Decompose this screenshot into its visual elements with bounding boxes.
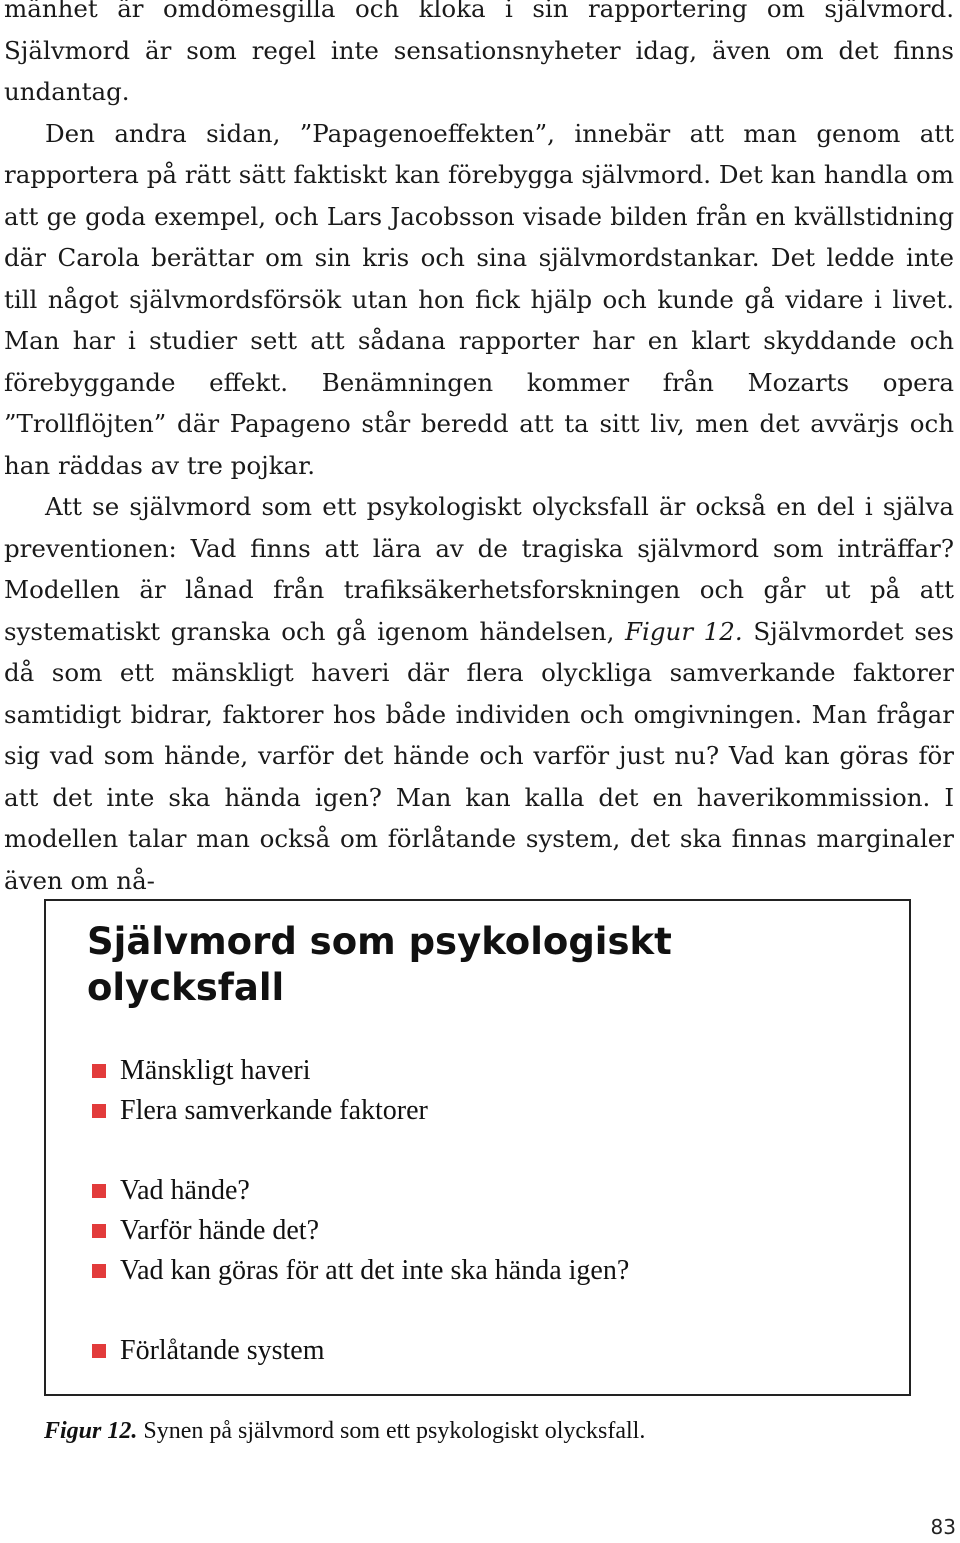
- figure-caption: [44, 1418, 645, 1445]
- figure-reference: Figur 12.: [625, 616, 743, 646]
- bullet-text: Vad hände?: [120, 1175, 250, 1206]
- paragraph-2: Den andra sidan, ”Papagenoeffekten”, innebär att man genom att rapportera på rätt sätt faktiskt kan förebygga självmord. Det kan handla om att ge goda exempel, och Lars Jacobsson visade bilden från en kvällstidning där Carola berättar om sin kris och sina självmordstankar. Det ledde inte till något självmordsförsök utan hon fick hjälp och kunde gå vidare i livet. Man har i studier sett att sådana rapporter har en klart skyddande och förebyggande effekt. Benämningen kommer från Mozarts opera ”Trollflöjten” där Papageno står beredd att ta sitt liv, men det avvärjs och han räddas av tre pojkar.: [4, 118, 954, 480]
- bullet-text: Vad kan göras för att det inte ska hända igen?: [120, 1255, 630, 1286]
- paragraph-3-part-1: Att se självmord som ett psykologiskt olycksfall är också en del i själva preventionen: Vad finns att lära av de tragiska självmord som inträffar? Modellen är lånad från trafiksäkerhetsforskningen och går ut på att systematiskt granska och gå igenom händelsen,: [4, 492, 954, 646]
- paragraph-3: [4, 486, 954, 901]
- figure-title-line-2: olycksfall: [87, 966, 285, 1009]
- bullet-item: [92, 1211, 872, 1251]
- caption-text: Synen på självmord som ett psykologiskt olycksfall.: [137, 1418, 646, 1444]
- bullet-item: [92, 1171, 872, 1211]
- bullet-text: Förlåtande system: [120, 1335, 325, 1366]
- paragraph-3-part-2: Självmordet ses då som ett mänskligt haveri där flera olyckliga samverkande faktorer samtidigt bidrar, faktorer hos både individen och omgivningen. Man frågar sig vad som hände, varför det hände och varför just nu? Vad kan göras för att det inte ska hända igen? Man kan kalla det en haverikommission. I modellen talar man också om förlåtande system, det ska finnas marginaler även om nå-: [4, 616, 955, 895]
- bullet-item: [92, 1331, 872, 1371]
- red-square-bullet-icon: [92, 1344, 106, 1358]
- bullet-item: [92, 1251, 872, 1291]
- red-square-bullet-icon: [92, 1264, 106, 1278]
- red-square-bullet-icon: [92, 1104, 106, 1118]
- paragraph-1: mänhet är omdömesgilla och kloka i sin rapportering om självmord. Självmord är som regel inte sensationsnyheter idag, även om det finns undantag.: [4, 0, 954, 106]
- bullet-item: [92, 1091, 872, 1131]
- bullet-text: Flera samverkande faktorer: [120, 1095, 428, 1126]
- bullet-text: Mänskligt haveri: [120, 1055, 311, 1086]
- page-number: 83: [930, 1515, 956, 1539]
- caption-label: Figur 12.: [44, 1418, 138, 1444]
- bullet-text: Varför hände det?: [120, 1215, 320, 1246]
- figure-title: [87, 919, 847, 1011]
- figure-bullet-list: [92, 1051, 872, 1371]
- figure-title-line-1: Självmord som psykologiskt: [87, 920, 672, 963]
- figure-12-box: [44, 899, 911, 1396]
- body-text: [4, 0, 954, 901]
- red-square-bullet-icon: [92, 1064, 106, 1078]
- red-square-bullet-icon: [92, 1184, 106, 1198]
- bullet-item: [92, 1051, 872, 1091]
- red-square-bullet-icon: [92, 1224, 106, 1238]
